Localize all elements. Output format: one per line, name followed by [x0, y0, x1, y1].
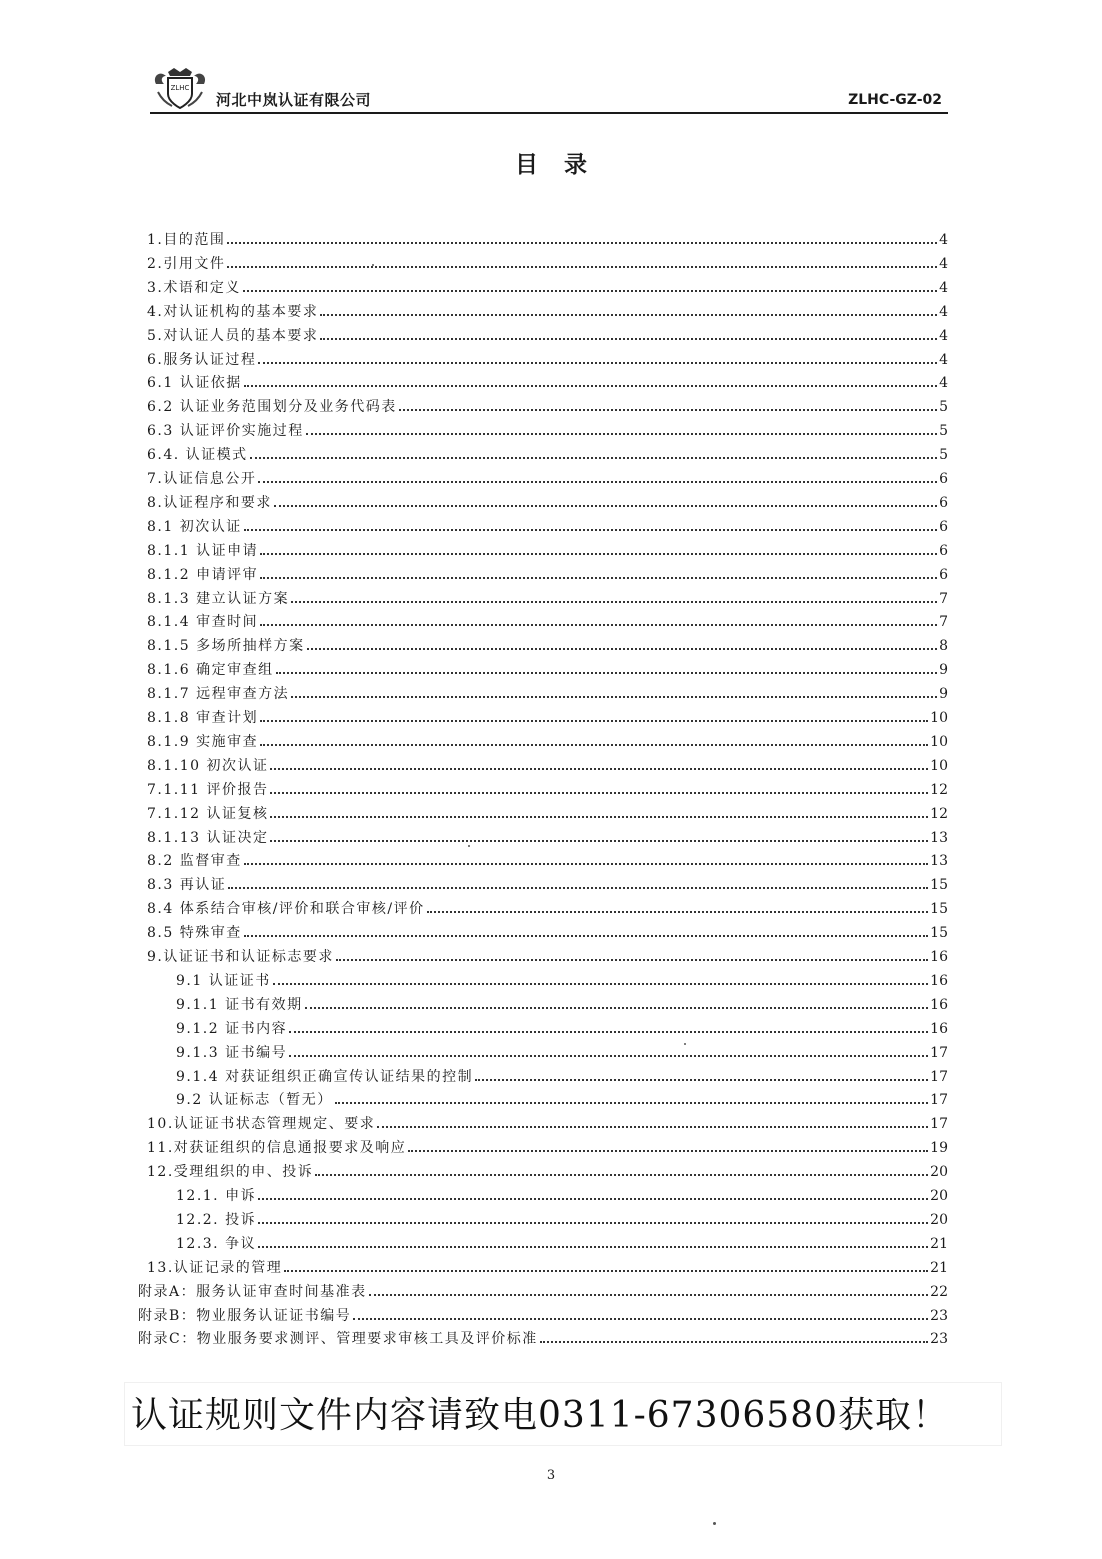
toc-leader-dots [258, 1198, 928, 1200]
toc-leader-dots [227, 242, 937, 244]
toc-entry[interactable] [147, 415, 948, 439]
toc-entry-page: 5 [939, 399, 948, 415]
toc-entry-label: 6.服务认证过程 [147, 352, 257, 368]
toc-entry-label: 8.1 初次认证 [147, 519, 242, 535]
toc-entry-label: 8.1.8 审查计划 [147, 710, 259, 726]
toc-entry[interactable] [147, 750, 948, 774]
toc-entry[interactable] [147, 869, 948, 893]
toc-entry-label: 1.目的范围 [147, 232, 226, 248]
toc-entry-label: 8.1.4 审查时间 [147, 614, 259, 630]
toc-leader-dots [427, 911, 929, 913]
toc-leader-dots [284, 1270, 928, 1272]
toc-leader-dots [291, 601, 937, 603]
toc-leader-dots [260, 553, 937, 555]
toc-entry-label: 12.受理组织的申、投诉 [147, 1164, 314, 1180]
toc-entry-label: 10.认证证书状态管理规定、要求 [147, 1116, 376, 1132]
toc-leader-dots [244, 385, 937, 387]
toc-entry-label: 12.2. 投诉 [176, 1212, 257, 1228]
toc-entry-page: 4 [939, 375, 948, 391]
toc-leader-dots [270, 840, 928, 842]
toc-entry-page: 21 [930, 1236, 948, 1252]
notice-box [124, 1382, 1002, 1446]
toc-entry-page: 10 [930, 710, 948, 726]
toc-entry-label: 8.1.5 多场所抽样方案 [147, 638, 305, 654]
toc-entry-page: 6 [939, 519, 948, 535]
toc-entry[interactable] [176, 1013, 948, 1037]
toc-entry-page: 12 [930, 806, 948, 822]
toc-entry-page: 6 [939, 543, 948, 559]
toc-entry-label: 9.1.2 证书内容 [176, 1021, 288, 1037]
toc-leader-dots [306, 433, 937, 435]
toc-entry-page: 23 [930, 1308, 948, 1324]
toc-entry-page: 17 [930, 1116, 948, 1132]
toc-entry-page: 5 [939, 447, 948, 463]
toc-entry[interactable] [176, 1180, 948, 1204]
toc-leader-dots [369, 1294, 929, 1296]
toc-leader-dots [258, 1222, 928, 1224]
toc-entry-label: 9.1 认证证书 [176, 973, 271, 989]
toc-leader-dots [227, 266, 937, 268]
toc-entry[interactable] [147, 583, 948, 607]
toc-entry-page: 4 [939, 352, 948, 368]
toc-entry-label: 4.对认证机构的基本要求 [147, 304, 319, 320]
toc-entry-page: 21 [930, 1260, 948, 1276]
toc-entry-label: 12.1. 申诉 [176, 1188, 257, 1204]
toc-entry-page: 15 [930, 901, 948, 917]
toc-entry-page: 9 [939, 686, 948, 702]
toc-entry-label: 9.1.3 证书编号 [176, 1045, 288, 1061]
toc-entry-page: 16 [930, 997, 948, 1013]
toc-entry-label: 附录A：服务认证审查时间基准表 [138, 1284, 367, 1300]
toc-entry-page: 13 [930, 853, 948, 869]
toc-entry[interactable] [147, 917, 948, 941]
toc-leader-dots [273, 983, 928, 985]
toc-entry-label: 12.3. 争议 [176, 1236, 257, 1252]
toc-entry-label: 13.认证记录的管理 [147, 1260, 283, 1276]
toc-entry-page: 8 [939, 638, 948, 654]
toc-entry-label: 6.1 认证依据 [147, 375, 242, 391]
toc-entry-page: 4 [939, 232, 948, 248]
toc-entry-label: 5.对认证人员的基本要求 [147, 328, 319, 344]
toc-leader-dots [260, 577, 937, 579]
toc-leader-dots [270, 768, 928, 770]
toc-entry[interactable] [147, 320, 948, 344]
toc-entry-label: 8.5 特殊审查 [147, 925, 242, 941]
toc-entry[interactable] [176, 1204, 948, 1228]
toc-entry-page: 16 [930, 949, 948, 965]
toc-entry-page: 20 [930, 1164, 948, 1180]
toc-entry[interactable] [147, 941, 948, 965]
toc-leader-dots [260, 744, 928, 746]
toc-entry-label: 7.认证信息公开 [147, 471, 257, 487]
toc-leader-dots [540, 1341, 928, 1343]
toc-entry[interactable] [147, 559, 948, 583]
toc-entry-page: 6 [939, 567, 948, 583]
toc-entry-label: 9.认证证书和认证标志要求 [147, 949, 334, 965]
toc-entry[interactable] [147, 1108, 948, 1132]
toc-leader-dots [307, 648, 938, 650]
toc-leader-dots [291, 696, 937, 698]
toc-entry[interactable] [176, 965, 948, 989]
toc-leader-dots [270, 792, 928, 794]
toc-entry-page: 16 [930, 973, 948, 989]
toc-leader-dots [320, 314, 937, 316]
toc-entry-page: 4 [939, 280, 948, 296]
toc-entry-page: 13 [930, 830, 948, 846]
toc-leader-dots [315, 1174, 928, 1176]
toc-entry-label: 11.对获证组织的信息通报要求及响应 [147, 1140, 407, 1156]
toc-entry[interactable] [147, 535, 948, 559]
toc-leader-dots [305, 1007, 929, 1009]
toc-entry[interactable] [147, 367, 948, 391]
toc-leader-dots [258, 481, 937, 483]
toc-entry[interactable] [147, 1252, 948, 1276]
toc-entry[interactable] [147, 1156, 948, 1180]
toc-entry[interactable] [147, 463, 948, 487]
toc-entry[interactable] [147, 391, 948, 415]
toc-entry[interactable] [147, 822, 948, 846]
page-number: 3 [546, 1468, 556, 1483]
company-logo [150, 66, 210, 110]
toc-leader-dots [408, 1150, 928, 1152]
toc-entry-label: 2.引用文件 [147, 256, 226, 272]
toc-entry[interactable] [147, 893, 948, 917]
page-header [150, 66, 948, 114]
toc-leader-dots [353, 1318, 928, 1320]
toc-entry-label: 9.2 认证标志（暂无） [176, 1092, 333, 1108]
toc-entry-label: 8.3 再认证 [147, 877, 227, 893]
toc-entry[interactable] [176, 1084, 948, 1108]
toc-leader-dots [399, 409, 937, 411]
contact-notice: 认证规则文件内容请致电0311-67306580获取！ [131, 1395, 950, 1436]
toc-title: 目录 [515, 152, 613, 178]
toc-entry-page: 4 [939, 328, 948, 344]
toc-entry[interactable] [147, 1132, 948, 1156]
toc-entry-label: 8.1.2 申请评审 [147, 567, 259, 583]
toc-entry-label: 8.1.10 初次认证 [147, 758, 269, 774]
toc-entry-page: 20 [930, 1188, 948, 1204]
toc-entry-page: 16 [930, 1021, 948, 1037]
toc-entry-page: 20 [930, 1212, 948, 1228]
toc-leader-dots [228, 887, 928, 889]
toc-entry-label: 3.术语和定义 [147, 280, 241, 296]
toc-leader-dots [276, 672, 938, 674]
toc-leader-dots [260, 720, 928, 722]
toc-entry-page: 4 [939, 256, 948, 272]
toc-entry[interactable] [147, 511, 948, 535]
toc-leader-dots [260, 624, 937, 626]
toc-entry[interactable] [147, 630, 948, 654]
toc-entry-page: 19 [930, 1140, 948, 1156]
toc-entry-label: 8.1.1 认证申请 [147, 543, 259, 559]
toc-entry-label: 6.3 认证评价实施过程 [147, 423, 304, 439]
toc-entry-page: 23 [930, 1331, 948, 1347]
toc-entry-label: 附录C：物业服务要求测评、管理要求审核工具及评价标准 [138, 1331, 538, 1347]
toc-entry[interactable] [147, 606, 948, 630]
logo-emblem-icon [150, 66, 210, 110]
toc-leader-dots [250, 457, 937, 459]
toc-entry-label: 8.1.7 远程审查方法 [147, 686, 290, 702]
toc-entry[interactable] [147, 344, 948, 368]
toc-entry-page: 5 [939, 423, 948, 439]
toc-entry-page: 17 [930, 1045, 948, 1061]
toc-leader-dots [270, 816, 928, 818]
toc-entry-page: 7 [939, 591, 948, 607]
toc-entry-label: 8.认证程序和要求 [147, 495, 272, 511]
toc-entry[interactable] [147, 439, 948, 463]
toc-leader-dots [244, 863, 928, 865]
toc-entry[interactable] [147, 726, 948, 750]
toc-leader-dots [289, 1055, 928, 1057]
toc-entry[interactable] [147, 678, 948, 702]
toc-entry-page: 10 [930, 758, 948, 774]
toc-entry[interactable] [147, 845, 948, 869]
toc-entry[interactable] [176, 1037, 948, 1061]
toc-entry-page: 12 [930, 782, 948, 798]
toc-entry-page: 6 [939, 471, 948, 487]
toc-entry-page: 17 [930, 1092, 948, 1108]
scan-speck [684, 1043, 686, 1045]
toc-entry[interactable] [147, 654, 948, 678]
toc-entry[interactable] [147, 248, 948, 272]
toc-entry[interactable] [147, 702, 948, 726]
toc-leader-dots [289, 1031, 928, 1033]
toc-leader-dots [244, 935, 928, 937]
scan-speck [372, 264, 374, 266]
toc-entry[interactable] [176, 1061, 948, 1085]
toc-leader-dots [274, 505, 937, 507]
toc-entry-page: 4 [939, 304, 948, 320]
company-name: 河北中岚认证有限公司 [216, 91, 372, 109]
toc-entry-label: 8.1.6 确定审查组 [147, 662, 274, 678]
toc-leader-dots [243, 290, 937, 292]
toc-entry-label: 8.4 体系结合审核/评价和联合审核/评价 [147, 901, 425, 917]
scan-speck [468, 845, 470, 847]
toc-entry[interactable] [147, 224, 948, 248]
toc-leader-dots [335, 1102, 928, 1104]
toc-entry-label: 6.2 认证业务范围划分及业务代码表 [147, 399, 397, 415]
toc-leader-dots [475, 1079, 928, 1081]
toc-entry[interactable] [147, 296, 948, 320]
toc-entry-label: 8.1.13 认证决定 [147, 830, 269, 846]
toc-entry[interactable] [138, 1300, 948, 1324]
toc-leader-dots [258, 362, 937, 364]
toc-entry-page: 10 [930, 734, 948, 750]
toc-entry-label: 9.1.1 证书有效期 [176, 997, 303, 1013]
toc-entry-label: 9.1.4 对获证组织正确宣传认证结果的控制 [176, 1069, 474, 1085]
toc-entry-page: 6 [939, 495, 948, 511]
toc-leader-dots [320, 338, 937, 340]
toc-entry-label: 8.1.9 实施审查 [147, 734, 259, 750]
toc-entry-label: 附录B：物业服务认证证书编号 [138, 1308, 352, 1324]
toc-entry[interactable] [176, 1228, 948, 1252]
toc-entry[interactable] [138, 1276, 948, 1300]
toc-leader-dots [336, 959, 928, 961]
toc-entry-label: 6.4. 认证模式 [147, 447, 248, 463]
toc-entry[interactable] [138, 1323, 948, 1347]
toc-entry-page: 17 [930, 1069, 948, 1085]
toc-leader-dots [244, 529, 937, 531]
toc-entry[interactable] [147, 487, 948, 511]
toc-entry-label: 7.1.12 认证复核 [147, 806, 269, 822]
toc-entry[interactable] [147, 774, 948, 798]
toc-entry-page: 7 [939, 614, 948, 630]
scan-speck [713, 1522, 716, 1525]
toc-leader-dots [377, 1126, 928, 1128]
toc-entry-page: 15 [930, 925, 948, 941]
toc-entry-page: 9 [939, 662, 948, 678]
toc-entry-page: 22 [930, 1284, 948, 1300]
toc-entry[interactable] [147, 798, 948, 822]
toc-entry-label: 8.2 监督审查 [147, 853, 242, 869]
document-code: ZLHC-GZ-02 [848, 92, 942, 108]
toc-entry-label: 8.1.3 建立认证方案 [147, 591, 290, 607]
toc-entry[interactable] [147, 272, 948, 296]
toc-entry-page: 15 [930, 877, 948, 893]
toc-entry[interactable] [176, 989, 948, 1013]
logo-text: ZLHC [170, 84, 190, 92]
toc-leader-dots [258, 1246, 928, 1248]
toc-entry-label: 7.1.11 评价报告 [147, 782, 269, 798]
